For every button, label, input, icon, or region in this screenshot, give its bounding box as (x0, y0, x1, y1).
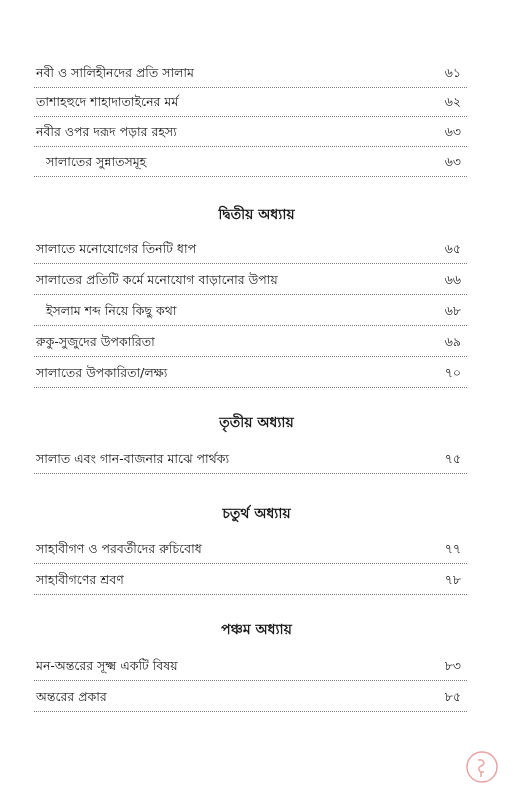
toc-entry-page: ৭৭ (444, 541, 461, 556)
toc-entry-page: ৬৩ (444, 154, 461, 169)
toc-entry-title: ইসলাম শব্দ নিয়ে কিছু কথা (46, 303, 177, 318)
toc-entry-title: সাহাবীগণের শ্রবণ (36, 572, 124, 587)
toc-entry[interactable] (34, 538, 467, 564)
toc-entry-title: নবী ও সালিহীনদের প্রতি সালাম (36, 65, 194, 80)
toc-entry-page: ৮৫ (444, 689, 461, 704)
toc-entry-title: সালাতের উপকারিতা/লক্ষ্য (36, 365, 168, 380)
toc-entry-title: অন্তরের প্রকার (36, 689, 107, 704)
toc-entry[interactable] (34, 238, 467, 264)
toc-entry[interactable] (34, 62, 467, 88)
toc-entry-title: সালাত এবং গান-বাজনার মাঝে পার্থক্য (36, 451, 230, 466)
circular-seal-icon (465, 750, 499, 784)
toc-entry-page: ৬২ (444, 94, 461, 109)
chapter-heading: তৃতীয় অধ্যায় (219, 415, 294, 431)
toc-entry-page: ৭৮ (444, 572, 461, 587)
chapter-heading: পঞ্চম অধ্যায় (221, 622, 292, 638)
toc-entry[interactable] (34, 448, 467, 474)
toc-entry-page: ৬১ (444, 65, 461, 80)
toc-entry[interactable] (34, 331, 467, 357)
toc-entry[interactable] (34, 362, 467, 388)
toc-entry-page: ৬৯ (444, 334, 461, 349)
toc-entry[interactable] (34, 151, 467, 177)
toc-entry-title: মন-অন্তরের সূক্ষ্ম একটি বিষয় (36, 658, 178, 673)
toc-entry[interactable] (34, 686, 467, 712)
toc-entry-title: তাশাহহুদে শাহাদাতাইনের মর্ম (36, 94, 179, 109)
toc-entry-title: নবীর ওপর দরূদ পড়ার রহস্য (36, 124, 177, 139)
toc-entry-title: রুকু-সুজুদের উপকারিতা (36, 334, 155, 349)
toc-entry[interactable] (34, 300, 467, 326)
toc-entry-page: ৭০ (444, 365, 461, 380)
toc-entry-title: সালাতের প্রতিটি কর্মে মনোযোগ বাড়ানোর উপায় (36, 272, 278, 287)
toc-entry[interactable] (34, 569, 467, 595)
toc-entry[interactable] (34, 269, 467, 295)
toc-entry-page: ৬৮ (444, 303, 461, 318)
chapter-heading: চতুর্থ অধ্যায় (222, 506, 291, 522)
toc-entry[interactable] (34, 91, 467, 117)
toc-entry-page: ৬৩ (444, 124, 461, 139)
toc-entry[interactable] (34, 655, 467, 681)
toc-entry-page: ৭৫ (444, 451, 461, 466)
toc-entry-title: সালাতে মনোযোগের তিনটি ধাপ (36, 241, 197, 256)
toc-entry[interactable] (34, 121, 467, 147)
toc-entry-title: সাহাবীগণ ও পরবর্তীদের রুচিবোধ (36, 541, 202, 556)
toc-entry-page: ৬৫ (444, 241, 461, 256)
toc-entry-title: সালাতের সুন্নাতসমূহ (46, 154, 147, 169)
toc-entry-page: ৮৩ (444, 658, 461, 673)
toc-entry-page: ৬৬ (444, 272, 461, 287)
chapter-heading: দ্বিতীয় অধ্যায় (218, 207, 295, 223)
